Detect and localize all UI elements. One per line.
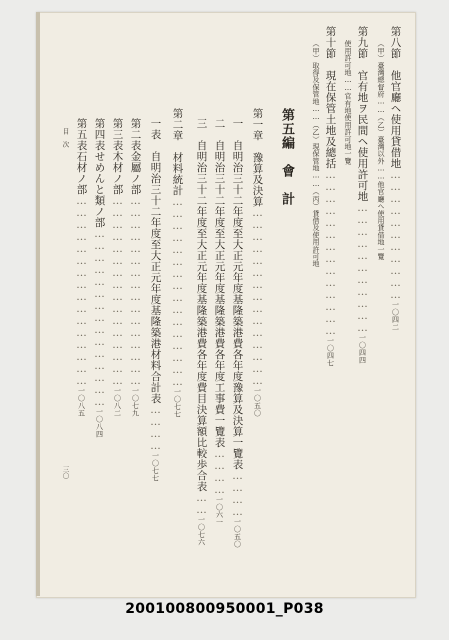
page-number: 一〇四七 [326, 337, 335, 367]
toc-entry[interactable]: 第九節 官有地ヲ民間ヘ使用許可地……………………………一〇四四 [356, 26, 369, 364]
toc-entry[interactable]: 第八節 他官廳ヘ使用貸借地……………………………一〇四二 [389, 26, 402, 331]
page-number: 一〇八二 [113, 387, 122, 417]
page-number: 一〇五〇 [253, 387, 262, 417]
toc-subentry: （甲）臺灣總督府……（乙）臺灣以外……他官廳ヘ使用貸借地一覽 [377, 40, 385, 260]
page-number: 一〇七六 [197, 516, 206, 546]
page-number: 一〇四二 [391, 301, 400, 331]
toc-entry[interactable]: 第二表金屬ノ部…………………………………………一〇七九 [129, 118, 142, 417]
page-number: 一〇八五 [77, 387, 86, 417]
page-number: 一〇七九 [131, 387, 140, 417]
toc-entry[interactable]: 第四表せめんと類ノ部………………………………………一〇八四 [93, 118, 106, 438]
image-caption: 200100800950001_P038 [125, 601, 324, 617]
toc-entry[interactable]: 一表 自明治三十二年度至大正元年度基隆築港材料合計表…………一〇七七 [149, 118, 162, 482]
toc-entry[interactable]: 一 自明治三十二年度至大正元年度基隆築港費各年度豫算及決算一覽表…………一〇五〇 [231, 118, 244, 548]
page-number: 一〇四四 [358, 334, 367, 364]
page-number: 一〇五〇 [233, 518, 242, 548]
page-number: 一〇七七 [151, 452, 160, 482]
running-header: 目 次 [61, 128, 70, 148]
page-number: 一〇八四 [95, 408, 104, 438]
page-spine-shadow [36, 12, 40, 596]
toc-chapter[interactable]: 第二章 材料統計…………………………………………一〇七七 [171, 108, 184, 418]
page-number: 一〇七七 [173, 388, 182, 418]
toc-subentry: （甲）取得及保管地……（乙）現保管地……（丙）貸借及使用許可地 [312, 40, 320, 268]
page-number: 一〇六一 [215, 496, 224, 526]
part-title: 第五編 會 計 [279, 108, 294, 206]
toc-chapter[interactable]: 第一章 豫算及決算………………………………………一〇五〇 [251, 108, 264, 417]
toc-subentry: 使用許可地……官有地使用許可地一覽 [344, 40, 352, 165]
toc-entry[interactable]: 第五表石材ノ部…………………………………………一〇八五 [75, 118, 88, 417]
toc-entry[interactable]: 三 自明治三十二年度至大正元年度基隆築港費各年度費目決算額比較歩合表……一〇七六 [195, 118, 208, 546]
folio-number: 三〇 [61, 466, 70, 479]
toc-entry[interactable]: 第十節 現在保管土地及總括……………………………………一〇四七 [324, 26, 337, 367]
toc-entry[interactable]: 二 自明治三十二年度至大正元年度基隆築港費各年度工事費一覽表…………一〇六一 [213, 118, 226, 526]
toc-entry[interactable]: 第三表木材ノ部…………………………………………一〇八二 [111, 118, 124, 417]
